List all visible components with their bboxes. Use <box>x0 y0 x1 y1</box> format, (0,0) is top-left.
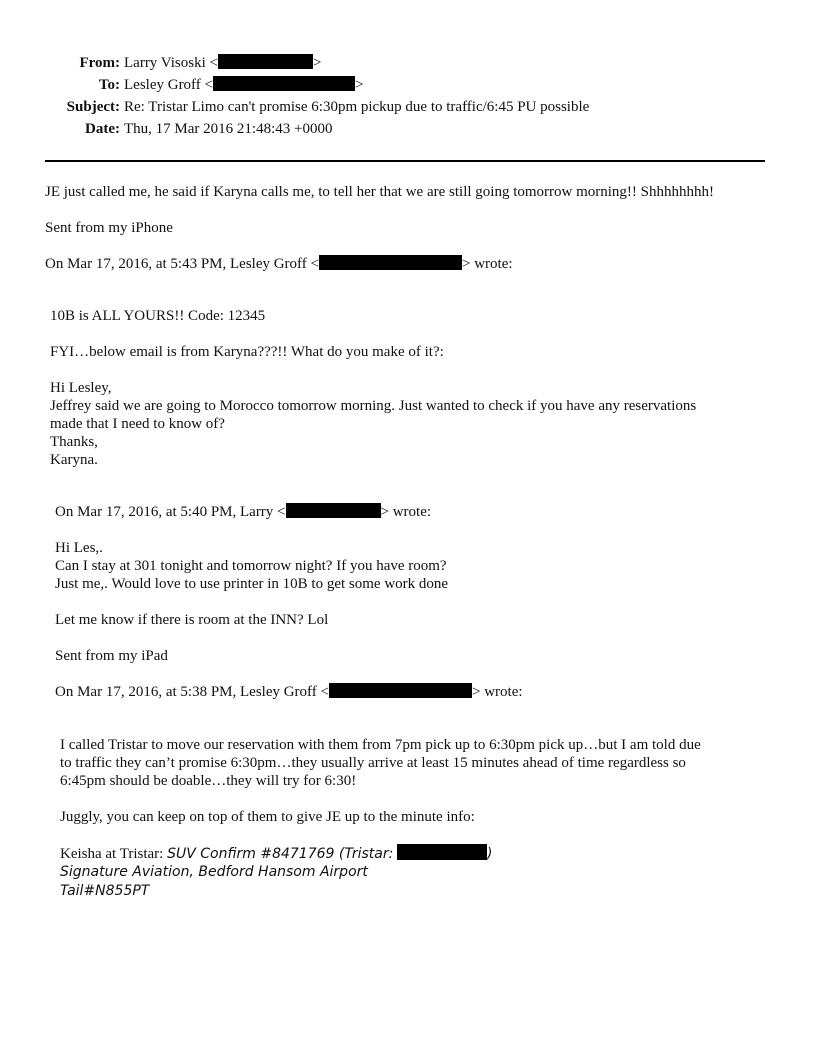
karyna-line-3: made that I need to know of? <box>50 416 225 432</box>
header-divider <box>45 160 765 162</box>
to-value <box>124 76 363 94</box>
from-close: > <box>312 55 322 71</box>
redaction-block <box>319 255 462 270</box>
quote1-line-2: FYI…below email is from Karyna???!! What do you make of it?: <box>50 344 444 360</box>
confirm-close: ) <box>487 846 493 862</box>
groff-line-6: Signature Aviation, Bedford Hansom Airport <box>60 864 368 880</box>
body-line-1: JE just called me, he said if Karyna calls me, to tell her that we are still going tomorrow morning!! Shhhhhhhh! <box>45 184 715 200</box>
date-label: Date: <box>85 121 120 137</box>
to-close: > <box>355 77 364 93</box>
karyna-line-5: Karyna. <box>50 452 98 468</box>
from-label: From: <box>79 55 120 71</box>
redaction-block <box>397 844 487 860</box>
groff-line-7: Tail#N855PT <box>60 883 150 899</box>
karyna-line-2: Jeffrey said we are going to Morocco tomorrow morning. Just wanted to check if you have any reservations <box>50 398 697 414</box>
keisha-label: Keisha at Tristar: <box>60 846 164 862</box>
groff-line-3: 6:45pm should be doable…they will try for 6:30! <box>60 773 357 789</box>
larry-line-2: Can I stay at 301 tonight and tomorrow night? If you have room? <box>55 558 447 574</box>
quote-header-text: On Mar 17, 2016, at 5:38 PM, Lesley Groff < <box>55 684 329 700</box>
groff-line-5 <box>60 844 493 863</box>
larry-line-4: Let me know if there is room at the INN? Lol <box>55 612 329 628</box>
from-name: Larry Visoski < <box>124 55 218 71</box>
quote-header-text: On Mar 17, 2016, at 5:40 PM, Larry < <box>55 504 286 520</box>
quote-header-1 <box>45 255 513 273</box>
signature-iphone: Sent from my iPhone <box>45 220 173 236</box>
date-value: Thu, 17 Mar 2016 21:48:43 +0000 <box>124 121 333 137</box>
quote-header-2 <box>55 503 431 521</box>
redaction-block <box>329 683 472 698</box>
quote-header-text: On Mar 17, 2016, at 5:43 PM, Lesley Groff < <box>45 256 319 272</box>
groff-line-4: Juggly, you can keep on top of them to give JE up to the minute info: <box>60 809 475 825</box>
quote-header-suffix: > wrote: <box>380 504 432 520</box>
groff-line-1: I called Tristar to move our reservation with them from 7pm pick up to 6:30pm pick up…but I am told due <box>60 737 701 753</box>
confirm-text: SUV Confirm #8471769 (Tristar: <box>167 846 394 862</box>
quote-header-suffix: > wrote: <box>461 256 513 272</box>
larry-line-3: Just me,. Would love to use printer in 10B to get some work done <box>55 576 449 592</box>
groff-line-2: to traffic they can’t promise 6:30pm…they usually arrive at least 15 minutes ahead of time regardless so <box>60 755 686 771</box>
subject-value: Re: Tristar Limo can't promise 6:30pm pickup due to traffic/6:45 PU possible <box>124 99 590 115</box>
subject-label: Subject: <box>66 99 120 115</box>
redaction-block <box>286 503 381 518</box>
redaction-block <box>213 76 355 91</box>
quote-header-3 <box>55 683 523 701</box>
redaction-block <box>218 54 313 69</box>
karyna-line-4: Thanks, <box>50 434 98 450</box>
to-name: Lesley Groff < <box>124 77 213 93</box>
to-label: To: <box>98 77 120 93</box>
quote-header-suffix: > wrote: <box>471 684 523 700</box>
from-value <box>124 54 321 72</box>
larry-line-1: Hi Les,. <box>55 540 103 556</box>
karyna-line-1: Hi Lesley, <box>50 380 112 396</box>
quote1-line-1: 10B is ALL YOURS!! Code: 12345 <box>50 308 266 324</box>
signature-ipad: Sent from my iPad <box>55 648 168 664</box>
